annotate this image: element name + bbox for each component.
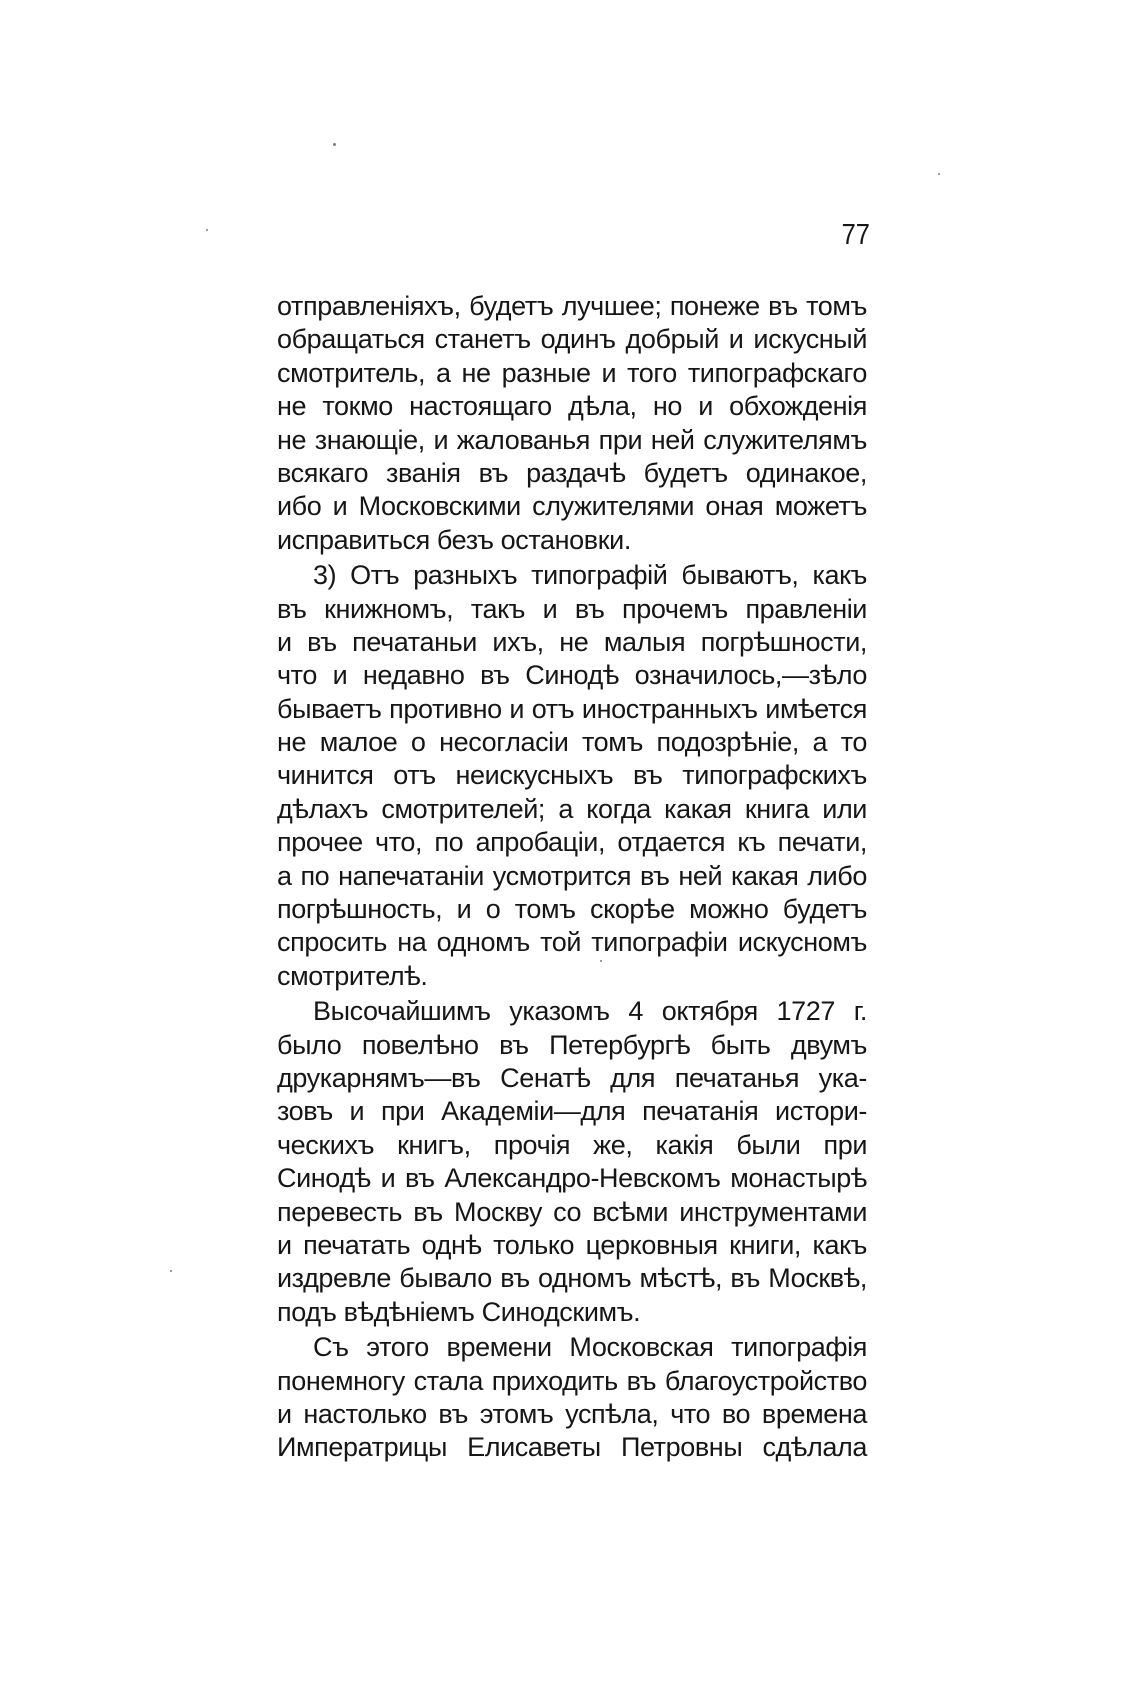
text-line: смотрителѣ. (277, 960, 428, 991)
text-line: обращаться станетъ одинъ добрый и искусный (277, 324, 867, 355)
text-line: отправленіяхъ, будетъ лучшее; понеже въ томъ (277, 291, 867, 321)
text-line: что и недавно въ Синодѣ означилось,—зѣло (277, 660, 867, 691)
scan-speck (170, 1270, 172, 1272)
text-line: а по напечатаніи усмотрится въ ней какая либо (277, 860, 867, 891)
text-line: спросить на одномъ той типографіи искусномъ (277, 927, 867, 958)
paragraph-2 (277, 559, 867, 993)
text-line: друкарнямъ—въ Сенатѣ для печатанья ука- (277, 1062, 867, 1093)
text-line: не токмо настоящаго дѣла, но и обхожденія (277, 391, 867, 422)
text-line: ческихъ книгъ, прочія же, какія были при (277, 1129, 867, 1160)
text-line: ибо и Московскими служителями оная можетъ (277, 491, 867, 522)
text-line: 3) Отъ разныхъ типографій бываютъ, какъ (313, 560, 867, 591)
text-line: всякаго званія въ раздачѣ будетъ одинакое, (277, 457, 867, 488)
text-line: чинится отъ неискусныхъ въ типографскихъ (277, 760, 867, 791)
text-line: бываетъ противно и отъ иностранныхъ имѣется (277, 693, 867, 724)
scan-speck (206, 229, 208, 231)
text-line: Императрицы Елисаветы Петровны сдѣлала (277, 1432, 867, 1463)
text-line: подъ вѣдѣніемъ Синодскимъ. (277, 1296, 641, 1327)
text-line: погрѣшность, и о томъ скорѣе можно будетъ (277, 894, 867, 925)
text-line: Съ этого времени Московская типографія (313, 1332, 867, 1363)
text-line: Высочайшимъ указомъ 4 октября 1727 г. (313, 996, 867, 1027)
text-line: Синодѣ и въ Александро-Невскомъ монастырѣ (277, 1163, 867, 1194)
text-line: прочее что, по апробаціи, отдается къ печати, (277, 827, 867, 858)
text-line: зовъ и при Академіи—для печатанія истори- (277, 1096, 867, 1127)
text-line: не знающіе, и жалованья при ней служителямъ (277, 424, 867, 455)
text-line: понемногу стала приходить въ благоустройство (277, 1365, 867, 1396)
text-line: въ книжномъ, такъ и въ прочемъ правленіи (277, 593, 867, 624)
text-line: и настолько въ этомъ успѣла, что во времена (277, 1398, 867, 1429)
text-line: смотритель, а не разные и того типографскаго (277, 357, 867, 388)
scan-speck (333, 143, 336, 146)
text-line: исправиться безъ остановки. (277, 524, 631, 555)
paragraph-4 (277, 1331, 867, 1465)
text-line: перевесть въ Москву со всѣми инструментами (277, 1196, 867, 1227)
text-line: было повелѣно въ Петербургѣ быть двумъ (277, 1029, 867, 1060)
text-line: не малое о несогласіи томъ подозрѣніе, а то (277, 727, 867, 758)
body-text (277, 290, 867, 1465)
scan-speck (600, 960, 602, 962)
paragraph-3 (277, 995, 867, 1329)
text-line: и въ печатаньи ихъ, не малыя погрѣшности, (277, 626, 867, 657)
page-number: 77 (841, 219, 870, 251)
paragraph-1 (277, 290, 867, 557)
text-line: дѣлахъ смотрителей; а когда какая книга или (277, 793, 867, 824)
scan-speck (938, 173, 940, 175)
text-line: издревле бывало въ одномъ мѣстѣ, въ Москвѣ, (277, 1263, 867, 1294)
text-line: и печатать однѣ только церковныя книги, какъ (277, 1229, 867, 1260)
